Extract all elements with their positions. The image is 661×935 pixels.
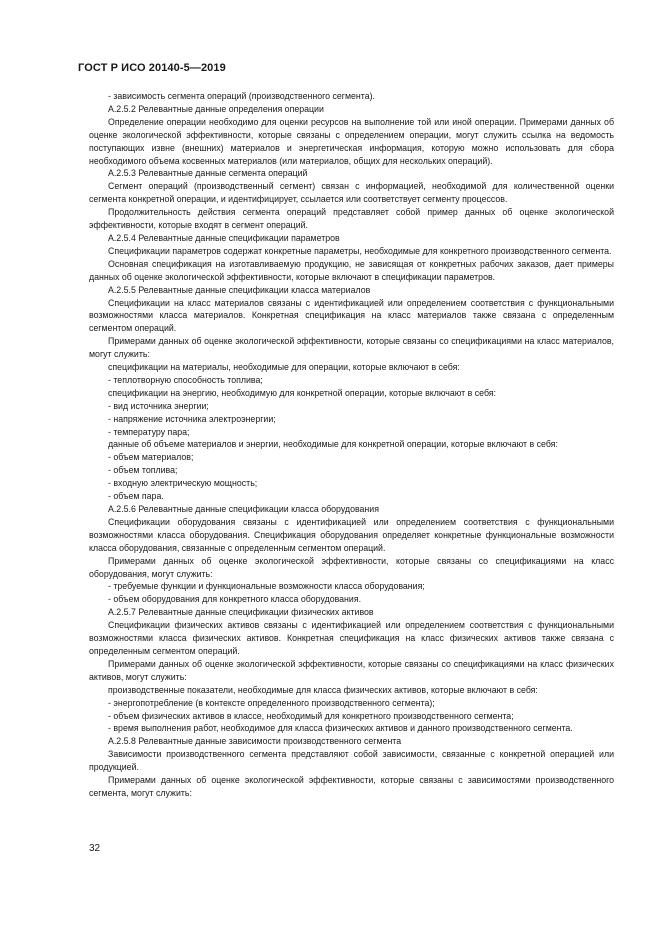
paragraph: Спецификации физических активов связаны с идентификацией или определением соответствия с функциональными возможностями класса физических активов. Конкретная спецификация на класс физических активов также связана с определенным сегментом операций. [89,620,614,656]
section-heading: А.2.5.8 Релевантные данные зависимости производственного сегмента [108,736,402,747]
paragraph: спецификации на материалы, необходимые для операции, которые включают в себя: [108,362,460,373]
paragraph: Основная спецификация на изготавливаемую продукцию, не зависящая от конкретных рабочих заказов, дает примеры данных об оценке экологической эффективности, которые включают в спецификации параметров. [89,258,614,282]
paragraph: производственные показатели, необходимые для класса физических активов, которые включают в себя: [108,684,538,695]
list-item: - требуемые функции и функциональные возможности класса оборудования; [108,581,425,592]
list-item: - время выполнения работ, необходимое для класса физических активов и данного производственного сегмента. [108,723,573,734]
section-heading: А.2.5.7 Релевантные данные спецификации физических активов [108,607,374,618]
paragraph: Примерами данных об оценке экологической эффективности, которые связаны со спецификациями на класс оборудования, могут служить: [89,555,614,579]
paragraph: Спецификации оборудования связаны с идентификацией или определением соответствия с функциональными возможностями класса оборудования. Спецификация оборудования определяет конкретные функциональные возможности класса оборудования, связанные с определенным сегментом операций. [89,516,614,553]
paragraph: Примерами данных об оценке экологической эффективности, которые связаны со спецификациями на класс материалов, могут служить: [89,336,614,360]
section-heading: А.2.5.4 Релевантные данные спецификации параметров [108,232,340,243]
list-item: - объем топлива; [108,465,178,476]
paragraph: Зависимости производственного сегмента представляют собой зависимости, связанные с конкретной операцией или продукцией. [89,749,614,773]
paragraph: Примерами данных об оценке экологической эффективности, которые связаны со спецификациями на класс физических активов, могут служить: [89,658,614,682]
paragraph: Спецификации на класс материалов связаны с идентификацией или определением соответствия с функциональными возможностями класса материалов. Конкретная спецификация на класс материалов также связана с определенным сегментом операций. [89,297,614,334]
document-header: ГОСТ Р ИСО 20140-5—2019 [78,62,226,74]
section-heading: А.2.5.6 Релевантные данные спецификации класса оборудования [108,504,379,514]
paragraph: Продолжительность действия сегмента операций представляет собой пример данных об оценке экологической эффективности, которые входят в сегмент операций. [89,207,614,231]
page-number: 32 [89,843,101,854]
list-item: - объем пара. [108,491,164,502]
list-item: - объем оборудования для конкретного класса оборудования. [108,594,362,605]
list-item: - объем материалов; [108,452,194,463]
list-item: - объем физических активов в классе, необходимый для конкретного производственного сегмента; [108,710,514,721]
list-item: - энергопотребление (в контексте определенного производственного сегмента); [108,697,435,708]
list-item: - температуру пара; [108,426,190,437]
list-item: - теплотворную способность топлива; [108,374,263,385]
section-heading: А.2.5.2 Релевантные данные определения операции [108,103,324,114]
list-item: - зависимость сегмента операций (производственного сегмента). [108,91,375,101]
paragraph: данные об объеме материалов и энергии, необходимые для конкретной операции, которые включают в себя: [108,439,558,450]
list-item: - вид источника энергии; [108,400,209,411]
paragraph: Примерами данных об оценке экологической эффективности, которые связаны с зависимостями производственного сегмента, могут служить: [89,775,614,798]
section-heading: А.2.5.5 Релевантные данные спецификации класса материалов [108,284,371,295]
paragraph: Сегмент операций (производственный сегмент) связан с информацией, необходимой для количественной оценки сегмента конкретной операции, и идентифицирует, ссылается или соответствует сегменту процессов. [89,181,614,205]
page-content [89,90,614,800]
paragraph: Спецификации параметров содержат конкретные параметры, необходимые для конкретного производственного сегмента. [108,245,612,256]
list-item: - входную электрическую мощность; [108,478,258,489]
list-item: - напряжение источника электроэнергии; [108,413,276,424]
paragraph: Определение операции необходимо для оценки ресурсов на выполнение той или иной операции. Примерами данных об оценке экологической эффективности, которые связаны с определением операции, могут служить ссылка на ведомость поступающих извне (внешних) материалов и энергетическая информация, которую можно использовать для сбора необходимого объема косвенных материалов (или материалов, общих для нескольких операций). [89,116,614,166]
paragraph: спецификации на энергию, необходимую для конкретной операции, которые включают в себя: [108,387,496,398]
section-heading: А.2.5.3 Релевантные данные сегмента операций [108,168,308,179]
